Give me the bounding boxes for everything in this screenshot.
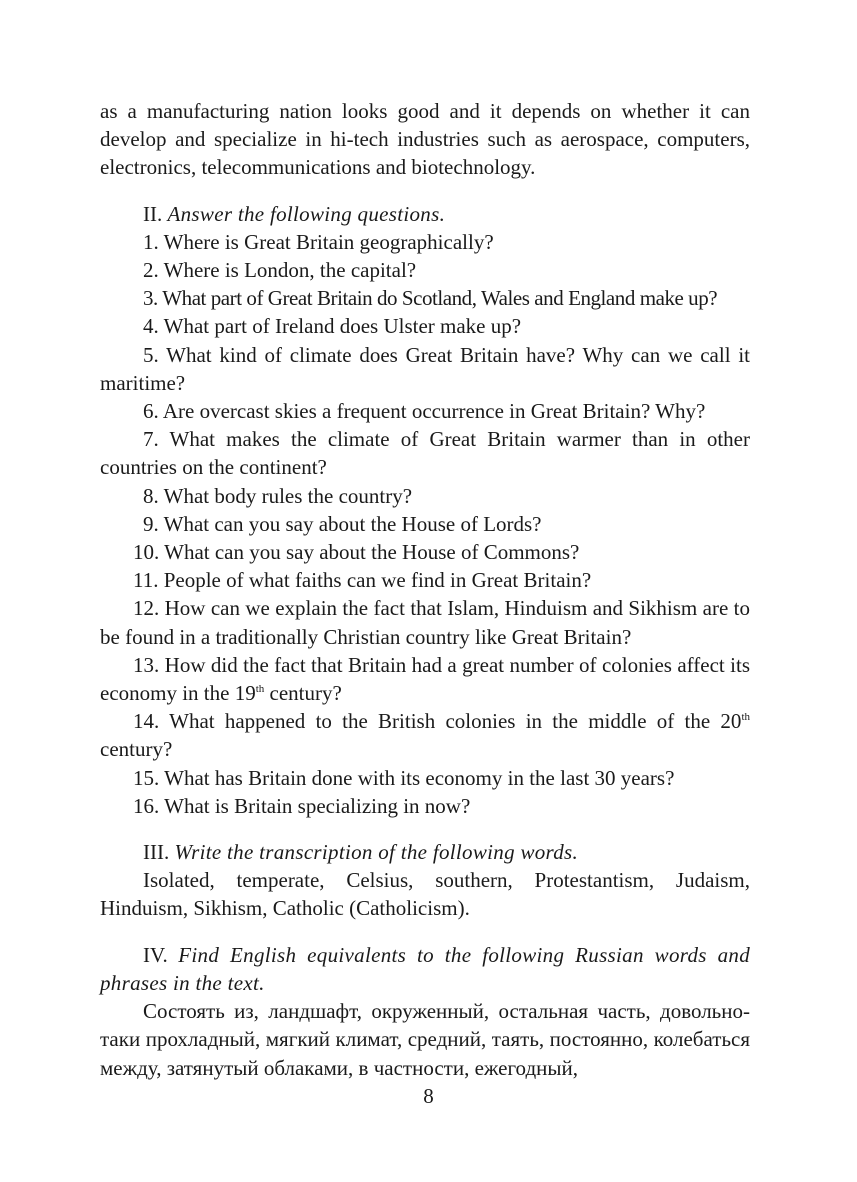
section-2-heading bbox=[100, 200, 750, 228]
question-5: 5. What kind of climate does Great Britain have? Why can we call it maritime? bbox=[100, 342, 750, 395]
question-13: 13. How did the fact that Britain had a great number of colonies affect its economy in the 19th century? bbox=[100, 652, 750, 706]
question-6: 6. Are overcast skies a frequent occurrence in Great Britain? Why? bbox=[143, 399, 706, 424]
page-body bbox=[100, 97, 750, 1082]
question-11: 11. People of what faiths can we find in Great Britain? bbox=[133, 568, 592, 593]
section-2-number: II. bbox=[143, 201, 163, 226]
question-12: 12. How can we explain the fact that Islam, Hinduism and Sikhism are to be found in a traditionally Christian country like Great Britain? bbox=[100, 596, 750, 649]
section-3-text: Isolated, temperate, Celsius, southern, Protestantism, Judaism, Hinduism, Sikhism, Catholic (Catholicism). bbox=[100, 868, 750, 921]
intro-paragraph: as a manufacturing nation looks good and it depends on whether it can develop and specialize in hi-tech industries such as aerospace, computers, electronics, telecommunications and biotechnology. bbox=[100, 99, 750, 180]
question-10: 10. What can you say about the House of Commons? bbox=[133, 540, 580, 565]
question-3: 3. What part of Great Britain do Scotland, Wales and England make up? bbox=[143, 286, 718, 311]
question-8: 8. What body rules the country? bbox=[143, 483, 413, 508]
section-4-heading bbox=[100, 941, 750, 997]
section-4-number: IV. bbox=[143, 942, 168, 967]
section-3-number: III. bbox=[143, 840, 170, 865]
section-2-title: Answer the following questions. bbox=[167, 201, 446, 226]
question-15: 15. What has Britain done with its economy in the last 30 years? bbox=[133, 765, 675, 790]
question-1: 1. Where is Great Britain geographically? bbox=[143, 229, 494, 254]
section-4-text: Состоять из, ландшафт, окруженный, остальная часть, довольно-таки прохладный, мягкий климат, средний, таять, постоянно, колебаться между, затянутый облаками, в частности, ежегодный, bbox=[100, 999, 750, 1080]
question-7: 7. What makes the climate of Great Britain warmer than in other countries on the continent? bbox=[100, 427, 750, 480]
section-4-title: Find English equivalents to the following Russian words and phrases in the text. bbox=[100, 942, 750, 995]
question-4: 4. What part of Ireland does Ulster make up? bbox=[143, 314, 522, 339]
section-3-heading bbox=[100, 838, 750, 866]
page-number: 8 bbox=[423, 1084, 434, 1108]
question-14: 14. What happened to the British colonies in the middle of the 20th century? bbox=[100, 709, 750, 762]
question-16: 16. What is Britain specializing in now? bbox=[133, 793, 471, 818]
question-9: 9. What can you say about the House of Lords? bbox=[143, 511, 542, 536]
question-2: 2. Where is London, the capital? bbox=[143, 258, 417, 283]
section-3-title: Write the transcription of the following words. bbox=[174, 840, 579, 865]
